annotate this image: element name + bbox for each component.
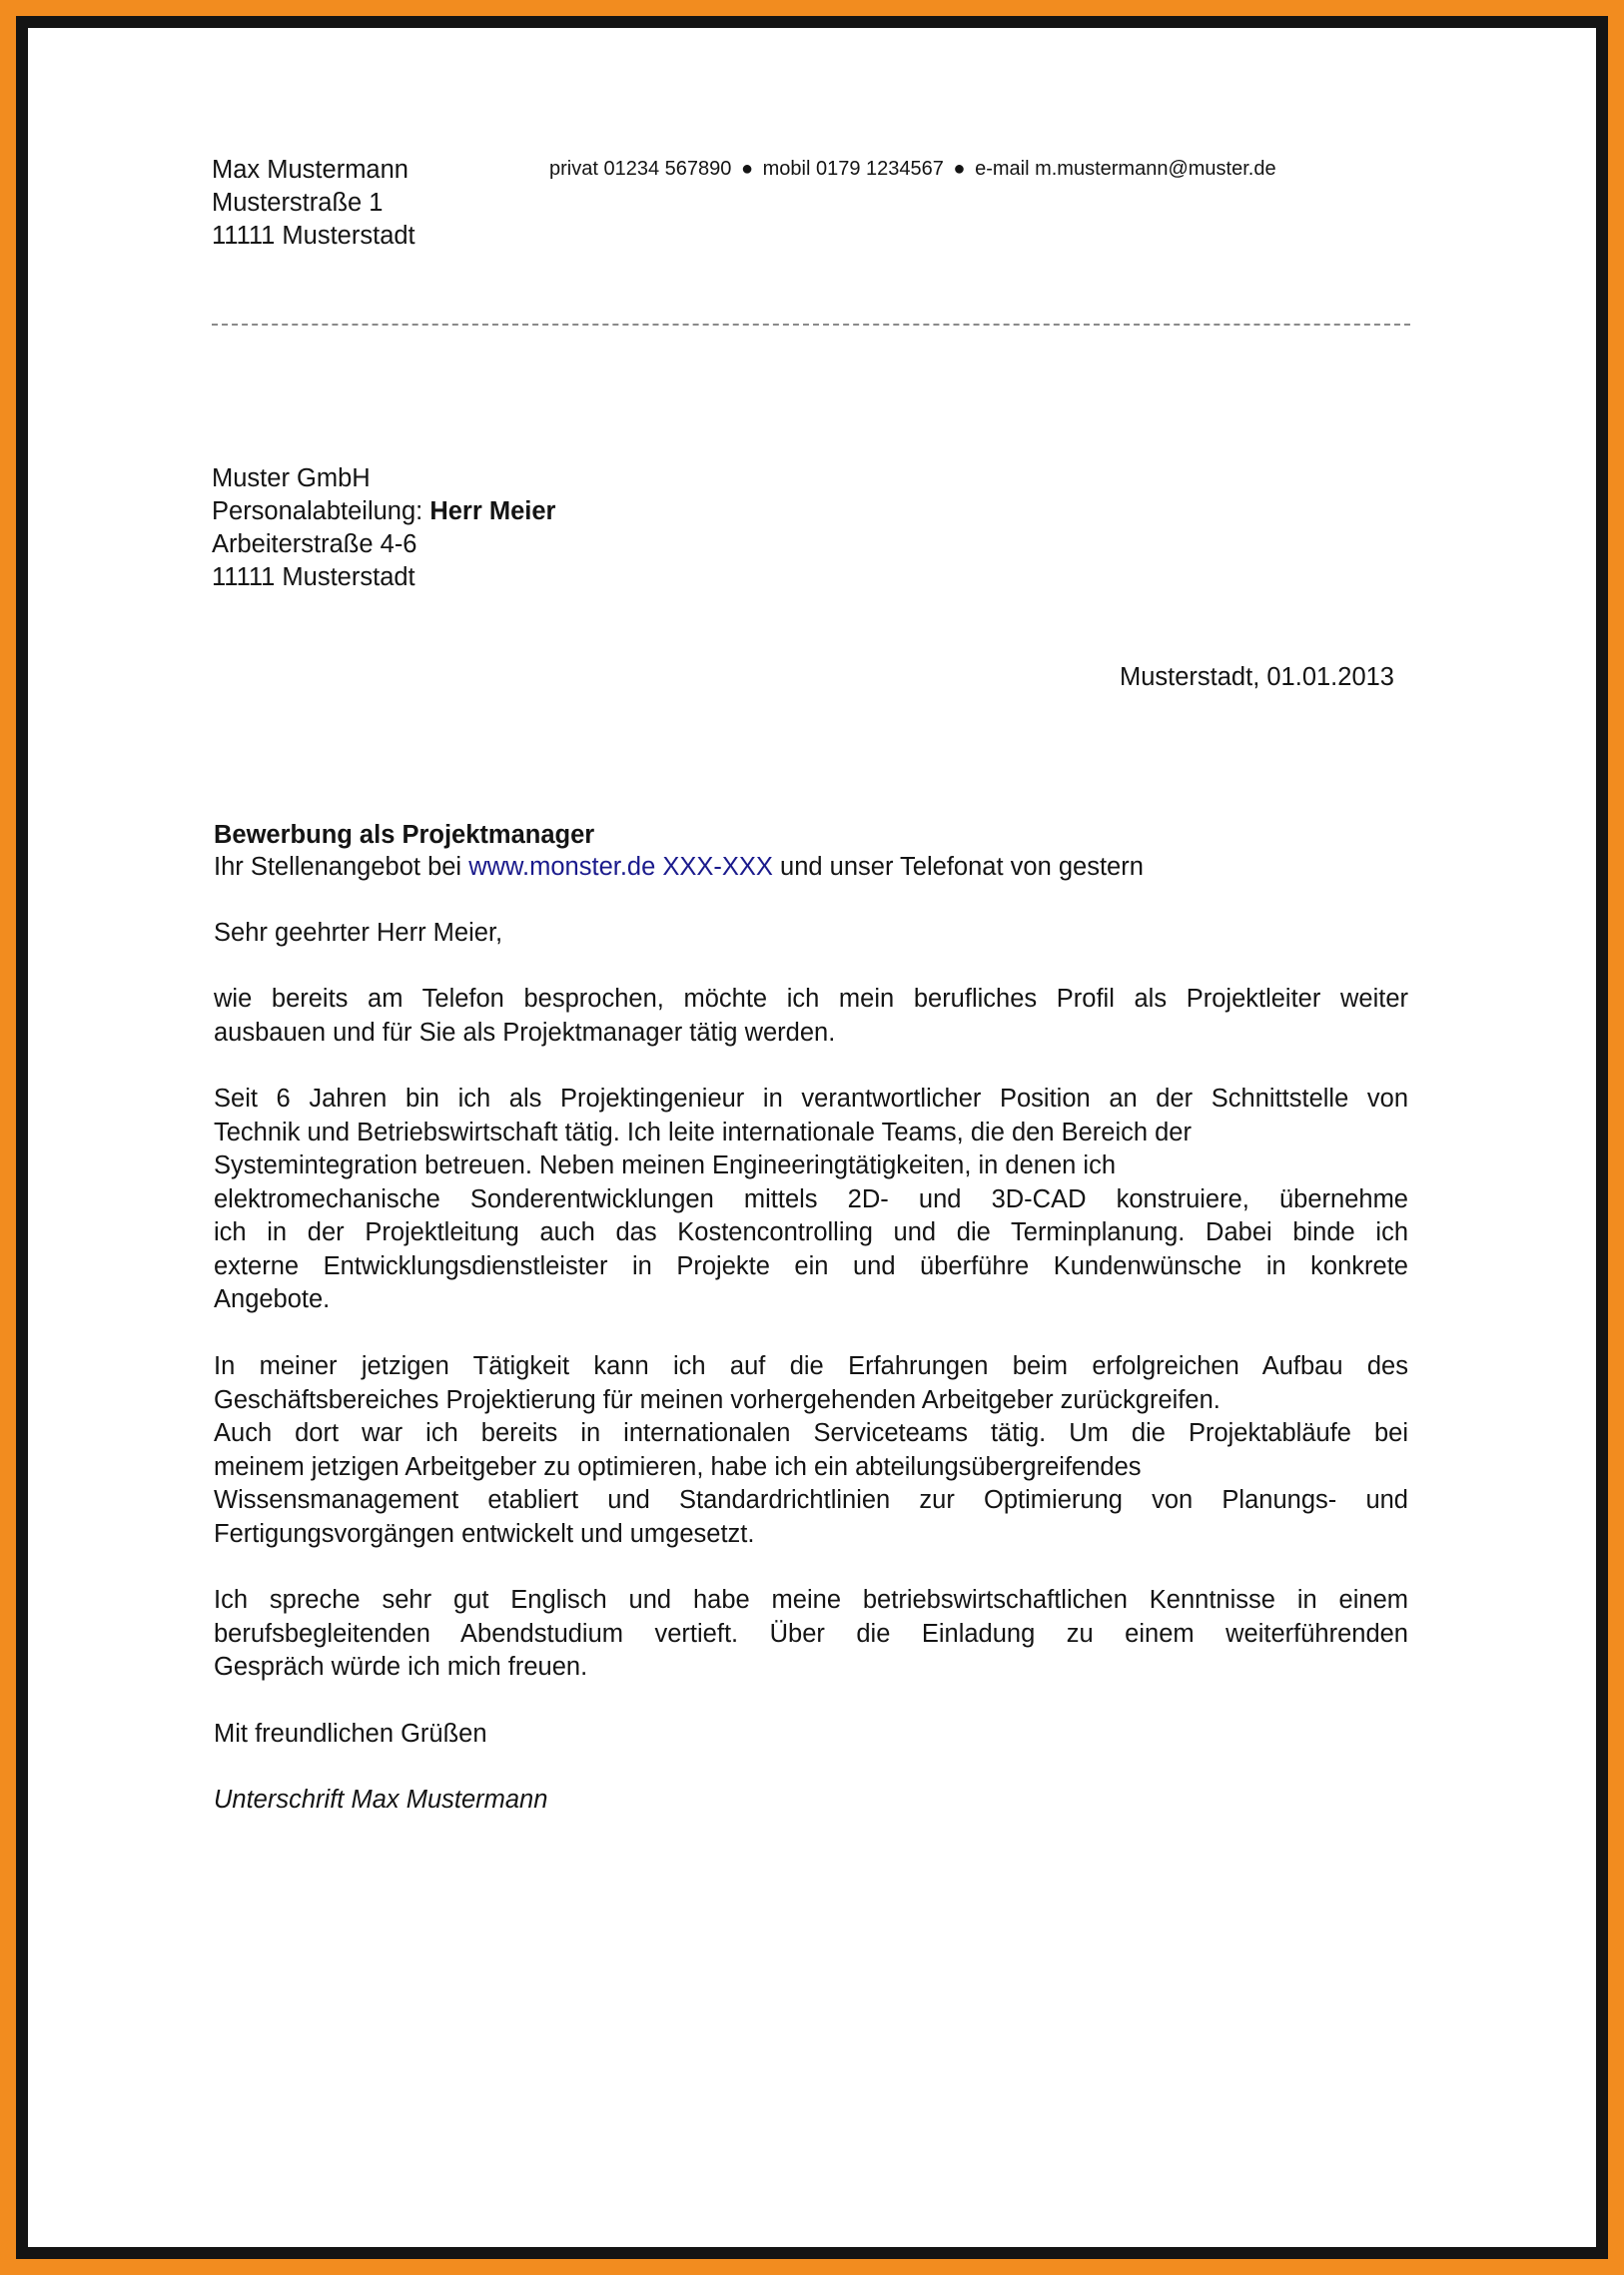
contact-email: e-mail m.mustermann@muster.de xyxy=(975,158,1276,180)
contact-line xyxy=(549,156,1276,182)
paragraph-line: Fertigungsvorgängen entwickelt und umgesetzt. xyxy=(214,1519,755,1548)
sender-street: Musterstraße 1 xyxy=(212,189,384,217)
paragraph-line: Systemintegration betreuen. Neben meinen Engineeringtätigkeiten, in denen ich xyxy=(214,1151,1117,1179)
sender-name: Max Mustermann xyxy=(212,156,408,184)
recipient-company: Muster GmbH xyxy=(212,464,371,492)
paragraph-line: Auch dort war ich bereits in internationalen Serviceteams tätig. Um die Projektabläufe bei xyxy=(214,1419,1408,1447)
recipient-department-line xyxy=(212,495,555,528)
body-paragraph-4 xyxy=(214,1584,1408,1685)
salutation: Sehr geehrter Herr Meier, xyxy=(214,919,503,947)
body-paragraph-2 xyxy=(214,1083,1408,1317)
paragraph-line: ausbauen und für Sie als Projektmanager tätig werden. xyxy=(214,1018,836,1047)
paragraph-line: ich in der Projektleitung auch das Kostencontrolling und die Terminplanung. Dabei binde ich xyxy=(214,1218,1408,1246)
body-paragraph-3 xyxy=(214,1350,1408,1551)
signature: Unterschrift Max Mustermann xyxy=(214,1786,548,1814)
paragraph-line: In meiner jetzigen Tätigkeit kann ich auf die Erfahrungen beim erfolgreichen Aufbau des xyxy=(214,1352,1408,1380)
contact-phone: privat 01234 567890 xyxy=(549,158,732,180)
paragraph-line: berufsbegleitenden Abendstudium vertieft. Über die Einladung zu einem weiterführenden xyxy=(214,1619,1408,1648)
paragraph-line: Angebote. xyxy=(214,1285,331,1313)
letter-reference xyxy=(214,851,1144,884)
recipient-department-label: Personalabteilung: xyxy=(212,497,423,525)
paragraph-line: Geschäftsbereiches Projektierung für meinen vorhergehenden Arbeitgeber zurückgreifen. xyxy=(214,1385,1220,1414)
recipient-contact-person: Herr Meier xyxy=(429,497,556,525)
recipient-city: 11111 Musterstadt xyxy=(212,563,415,591)
paragraph-line: externe Entwicklungsdienstleister in Projekte ein und überführe Kundenwünsche in konkrete xyxy=(214,1251,1408,1280)
closing: Mit freundlichen Grüßen xyxy=(214,1720,487,1748)
paragraph-line: meinem jetzigen Arbeitgeber zu optimieren, habe ich ein abteilungsübergreifendes xyxy=(214,1452,1142,1481)
recipient-street: Arbeiterstraße 4-6 xyxy=(212,530,417,558)
paragraph-line: Gespräch würde ich mich freuen. xyxy=(214,1653,588,1681)
paragraph-line: Technik und Betriebswirtschaft tätig. Ich leite internationale Teams, die den Bereich der xyxy=(214,1118,1192,1146)
header-divider xyxy=(212,324,1410,326)
paragraph-line: Seit 6 Jahren bin ich als Projektingenieur in verantwortlicher Position an der Schnittstelle von xyxy=(214,1085,1408,1113)
reference-prefix: Ihr Stellenangebot bei xyxy=(214,853,462,881)
recipient-address xyxy=(212,462,555,594)
letter-subject: Bewerbung als Projektmanager xyxy=(214,821,595,849)
reference-suffix: und unser Telefonat von gestern xyxy=(780,853,1144,881)
bullet-separator-icon: ● xyxy=(740,158,754,180)
paragraph-line: elektromechanische Sonderentwicklungen mittels 2D- und 3D-CAD konstruiere, übernehme xyxy=(214,1184,1408,1213)
letter-date: Musterstadt, 01.01.2013 xyxy=(1119,663,1394,691)
sender-city: 11111 Musterstadt xyxy=(212,222,415,250)
contact-mobile: mobil 0179 1234567 xyxy=(762,158,944,180)
sender-address xyxy=(212,154,415,253)
job-posting-link[interactable]: www.monster.de XXX-XXX xyxy=(468,853,773,881)
paragraph-line: Ich spreche sehr gut Englisch und habe meine betriebswirtschaftlichen Kenntnisse in einem xyxy=(214,1586,1408,1614)
body-paragraph-1 xyxy=(214,983,1408,1050)
bullet-separator-icon: ● xyxy=(953,158,966,180)
paragraph-line: wie bereits am Telefon besprochen, möchte ich mein berufliches Profil als Projektleiter weiter xyxy=(214,985,1408,1013)
paragraph-line: Wissensmanagement etabliert und Standardrichtlinien zur Optimierung von Planungs- und xyxy=(214,1486,1408,1514)
